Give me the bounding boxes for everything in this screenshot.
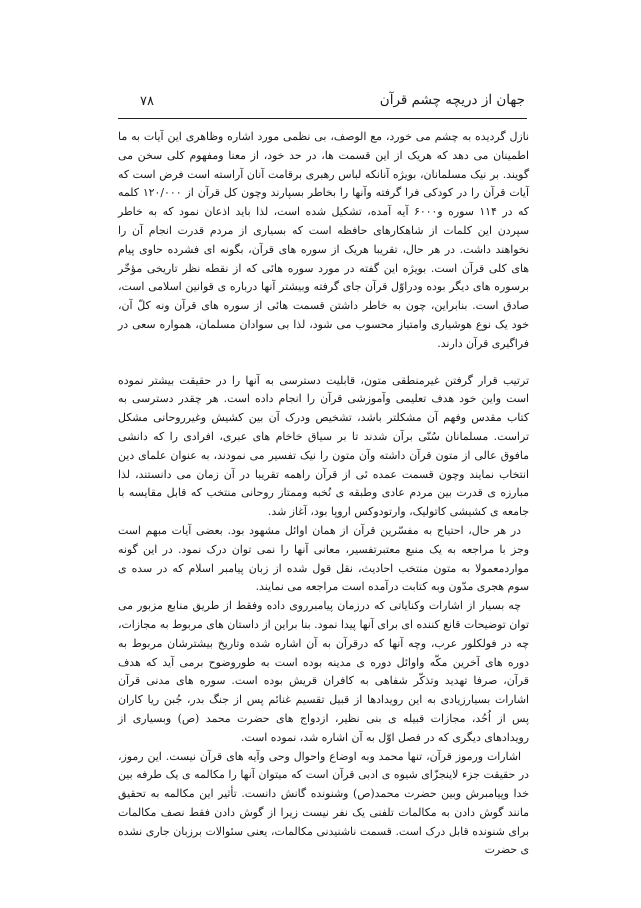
text-line: وپیامبرش وبین حضرت محمد(ص) وشنونده گانش دانست. تأثیر این مکالمه به تحقیق مانند گوش: [118, 787, 529, 819]
text-line: مراجعه به یک منبع معتبرتفسیر، معانی آنها را نمی توان درک نمود. در این گونه مواردمعمولا به: [118, 542, 529, 575]
paragraph: [118, 748, 529, 861]
paragraph: [118, 128, 529, 354]
text-line: درباره ی قوانین اسلامی است، صادق است. بنابراین، چون به خاطر داشتن قسمت هائی از سوره: [118, 280, 529, 313]
text-line: نیک مسلمانان، بویژه آنانکه لباس رهبری برقامت آنان آراسته است فرض است که آیات قرآن را در: [118, 167, 529, 200]
text-line: آیه آمده، تشکیل شده است، لذا باید اذعان نمود که به خاطر سپردن این کلمات از شاهکارهای: [118, 205, 529, 237]
paragraph: [118, 372, 529, 522]
paragraph-gap: [118, 354, 529, 372]
text-line: شدند تا بر سیاق خاخام های عبری، افرادی را که دانشی مافوق عالی از متون قرآن داشته وآن متون را: [118, 429, 529, 462]
text-line: چه بسیار از اشارات وکنایاتی که درزمان پیامبرروی داده وفقط از طریق منابع مزبور می توان: [118, 599, 529, 631]
text-line: حافظه است که بسیاری از مردم قدرت انجام آن را نخواهند داشت. در هر حال، تقریبا هریک از: [118, 223, 529, 256]
text-line: کودکی فرا گرفته وآنها را بخاطر بسپارند وچون کل قرآن از ۱۲۰/۰۰۰ کلمه که در ۱۱۴ سوره و۶۰۰۰: [118, 186, 529, 219]
text-line: ترتیب قرار گرفتن غیرمنطقی متون، قابلیت دسترسی به آنها را در حقیقت بیشتر نموده است واین: [118, 373, 529, 406]
text-line: منتخب که قابل مقایسه با جامعه ی کشیشی کاتولیک، وارتودوکس اروپا بود، آغاز شد.: [118, 486, 529, 519]
running-title: جهان از دریچه چشم قرآن: [379, 92, 525, 108]
text-line: های قرآن ونه کلّ آن، خود یک نوع هوشیاری وامتیاز محسوب می شود، لذا بی سوادان مسلمان،: [118, 299, 529, 331]
text-line: خود هدف تعلیمی وآموزشی قرآن را انجام داده است. هر چقدر دسترسی به کتاب مقدس وفهم آن: [118, 392, 529, 425]
text-line: دادن به مکالمات تلفنی یک نفر نیست زیرا از گوش دادن فقط نصف مکالمات برای شنونده قابل: [118, 805, 530, 838]
text-line: سوره های قرآن، بگونه ای فشرده حاوی پیام های کلی قرآن است. بویژه این گفته در مورد سوره: [118, 242, 530, 275]
text-line: نازل گردیده به چشم می خورد، مع الوصف، بی نظمی مورد اشاره وظاهری این آیات به ما: [118, 130, 529, 143]
paragraph: [118, 597, 529, 747]
text-line: توضیحات قانع کننده ای برای آنها پیدا نمود. بنا براین از داستان های مربوط به مجازات، چه در: [118, 617, 529, 650]
body-text: [118, 128, 529, 860]
text-line: تقریبا در آن زمان می دانستند، لذا مبارزه ی قدرت بین مردم عادی وطبقه ی نُخبه وممتاز روحانی: [118, 467, 529, 500]
text-line: قبیل تقسیم غنائم پس از جنگ بدر، جُبن ریا کاران پس از اُحُد، مجازات قبیله ی بنی نظیر، ازدواج: [118, 693, 529, 725]
text-line: متون منتخب احادیث، نقل قول شده از زبان پیامبر اسلام که در سده ی سوم هجری مدّون وبه: [118, 561, 529, 594]
text-line: همواره سعی در فراگیری قرآن دارند.: [118, 317, 529, 350]
header-rule: [118, 118, 527, 119]
text-line: های حضرت محمد (ص) وبسیاری از رویدادهای دیگری که در فصل اوّل به آن اشاره شد، نموده: [118, 711, 529, 744]
text-line: مشکلتر باشد، تشخیص ودرک آن بین کشیش وغیرروحانی مشکل تراست. مسلمانان سُنّی برآن: [118, 411, 529, 443]
text-line: در هر حال، احتیاج به مفسّرین قرآن از همان اوائل مشهود بود. بعضی آیات مبهم است وجز با: [118, 523, 529, 556]
text-line: درک است. قسمت ناشنیدنی مکالمات، یعنی سئوالات برزبان جاری نشده ی حضرت: [118, 824, 529, 857]
text-line: هائی که از نقطه نظر تاریخی مؤخّر برسوره های دیگر بوده ودراوّل قرآن جای گرفته وبیشتر آنها: [118, 261, 529, 294]
text-line: کتابت درآمده است مراجعه می نمایند.: [255, 580, 428, 594]
text-line: است.: [241, 730, 268, 744]
text-line: نیک تفسیر می نمودند، به عنوان علمای دین انتخاب نمایند وچون قسمت عمده ئی از قرآن راهمه: [118, 448, 529, 481]
text-line: مکّه واوائل دوره ی مدینه بوده است به طوروضوح برمی آید که هدف قرآن، صرفا تهدید وتذکّر: [118, 655, 530, 688]
page-header: [118, 92, 525, 116]
paragraph: [118, 522, 529, 597]
text-line: حقیقت جزء لاینجزّای شیوه ی ادبی قرآن است که میتوان آنها را مکالمه ی یک طرفه بین خدا: [118, 768, 529, 801]
text-line: اشارات ورموز قرآن، تنها محمد وبه اوضاع واحوال وحی وآیه های قرآن نیست. این رموز، در: [118, 749, 529, 782]
text-line: شفاهی به کافران قریش بوده است. سوره های مدنی قرآن اشارات بسیارزیادی به این رویدادها از: [118, 674, 529, 707]
page-number: ۷۸: [140, 94, 154, 109]
text-line: اطمینان می دهد که هریک از این قسمت ها، در حد خود، از معنا ومفهوم کلی سخن می گویند. بر: [118, 148, 529, 181]
text-line: فولکلور عرب، وچه آنها که درقرآن به آن اشاره شده وتاریخ بیشترشان مربوط به دوره های آخرین: [118, 636, 530, 669]
